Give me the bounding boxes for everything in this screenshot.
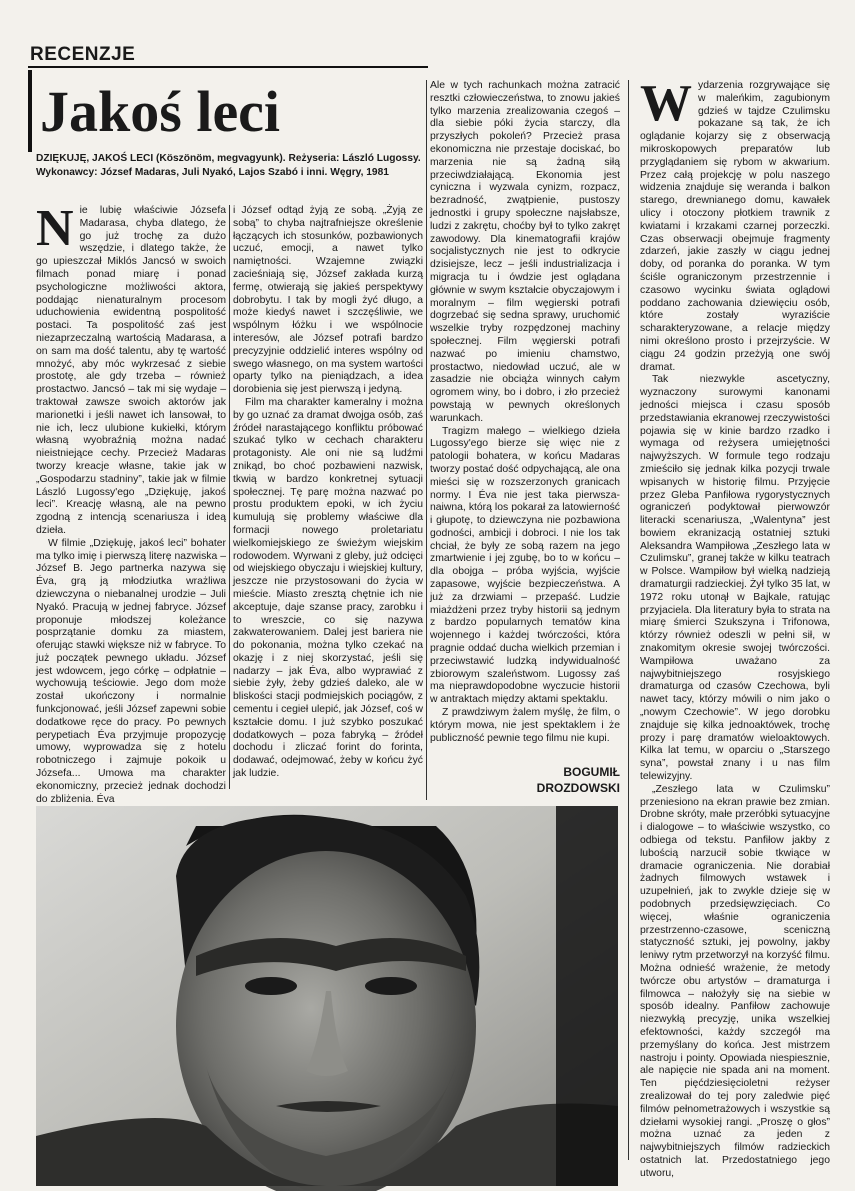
paragraph: Film ma charakter kameralny i można by go uznać za dramat dwojga osób, zaś źródeł narastającego konfliktu próbować szukać tylko w cechach charakteru protagonisty. Ale oni nie są ludźmi znikąd, bo choć pozbawieni nazwisk, tkwią w bardzo konkretnej sytuacji społecznej. Tę parę można nazwać po prostu produktem epoki, w ich życiu kumulują się problemy właściwe dla formacji nowego proletariatu wielkomiejskiego ze świeżym wiejskim rodowodem. Wyrwani z gleby, już odcięci od wiejskiego obyczaju i wiejskiej kultury, jeszcze nie przystosowani do życia w mieście. Miasto zresztą chętnie ich nie akceptuje, daje szanse pracy, zarobku i to wreszcie, co się nazywa zakwaterowaniem. Dalej jest bariera nie do pokonania, można tylko czekać na okazję i z niej skorzystać, jeśli się nadarzy – jak Éva, albo wyprawiać z siebie żyły, żeby gdzieś daleko, ale w bliskości stacji podmiejskich pociągów, z cementu i cegieł ulepić, jak József, coś w kształcie domu. I już szybko poszukać dodatkowych – poza fabryką – źródeł dochodu i zliczać forint do forinta, dodawać, odejmować, żeby w końcu żyć jak ludzie. [233, 396, 423, 780]
paragraph: Z prawdziwym żalem myślę, że film, o którym mowa, nie jest spektaklem i że publiczność pewnie tego filmu nie kupi. [430, 707, 620, 744]
paragraph: Tragizm małego – wielkiego dzieła Lugossy'ego bierze się więc nie z patologii bohatera, w końcu Madaras tworzy postać dość odpychającą, ale ona mieści się w rozszerzonych granicach normy. I Éva nie jest taka pierwsza-naiwna, którą los pokarał za latowierność i głupotę, to dziewczyna nie pozbawiona godności, ambicji i dobroci. I nie los tak chciał, że były ze sobą razem na jego zmartwienie i jej zgubę, bo to w końcu – dla obojga – próba wyjścia, wyjście zapasowe, wyjście bezpieczeństwa. A już za drzwiami – przepaść. Ludzie miażdżeni przez tryby historii są jednym z bardzo popularnych tematów kina wojennego i każdej twórczości, która pragnie oddać ducha wielkich przemian i przeciwstawić ludzką indywidualność zbiorowym szaleństwom. Lugossy zaś ma nieprawdopodobne wyczucie historii w antraktach między aktami spektaklu. [430, 425, 620, 706]
section-label: RECENZJE [30, 44, 136, 65]
film-credits: DZIĘKUJĘ, JAKOŚ LECI (Köszönöm, megvagyunk). Reżyseria: László Lugossy. Wykonawcy: József Madaras, Juli Nyakó, Lajos Szabó i inni. Węgry, 1981 [36, 153, 421, 178]
author-last-name: DROZDOWSKI [536, 781, 620, 795]
article-title: Jakoś leci [40, 79, 281, 144]
author-first-name: BOGUMIŁ [563, 765, 620, 779]
article-column-2 [233, 205, 423, 789]
paragraph: ie lubię właściwie Józsefa Madarasa, chyba dlatego, że go już trochę za dużo wszędzie, i dlatego także, że go upieszczał Miklós Jancsó w swoich filmach ponad miarę i ponad psychologiczne możliwości aktora, poddając nienaturalnym procesom uduchowienia ewidentną pospolitość postaci. Ta pospolitość zaś jest niezaprzeczalną wartością Madarasa, a on sam ma dość talentu, aby tę wartość mnożyć, aby móc wykrzesać z siebie prostotę, ale gdy trzeba – również prostactwo. Jancsó – tak mi się wydaje – traktował zawsze swoich aktorów jak marionetki i jeśli nawet ich lansował, to nie ich, lecz ulubione kukiełki, którym własną wyobraźnią można nadać nieistniejące cechy. Przecież Madaras tworzy kreacje własne, takie jak w „Gospodarzu stadniny”, takie jak w filmie László Lugossy'ego „Dziękuję, jakoś leci”. Kreację własną, ale na pewno zgodną z intencją scenariusza i ideą dzieła. [36, 205, 226, 536]
header-rule [28, 66, 428, 68]
article-column-1 [36, 200, 226, 805]
paragraph: i József odtąd żyją ze sobą. „Żyją ze sobą” to chyba najtrafniejsze określenie łączących ich stosunków, pozbawionych uczuć, emocji, a nawet tylko namiętności. Wzajemne związki zacieśniają się, József zakłada kurzą fermę, otwierają się jakieś perspektywy dobrobytu. I tak by mogli żyć długo, a może kiedyś nawet i szczęśliwie, we wspólnym łóżku i we wspólnocie interesów, ale József potrafi bardzo precyzyjnie oddzielić interes wspólny od swego własnego, on ma system wartości oparty tylko na pieniądzach, a idea dorobienia się jest pierwszą i jedyną. [233, 205, 423, 396]
author-signature [430, 764, 620, 796]
article-column-4 [640, 75, 830, 1179]
column-divider [426, 80, 427, 800]
paragraph: Tak niezwykle ascetyczny, wyznaczony surowymi kanonami jedności miejsca i czasu sposób przedstawiania ekranowej rzeczywistości pojawia się w kinie bardzo rzadko i wymaga od reżysera umiejętności najwyższych. W formule tego rodzaju zmieściło się jednak kilka pozycji trwale wpisanych w historię filmu. Przyjęcie przez Gleba Panfiłowa rygorystycznych ograniczeń podyktował pierwowzór literacki scenariusza, „Walentyna” jest bowiem ekranizacją ostatniej sztuki Aleksandra Wampiłowa „Zeszłego lata w Czulimsku”, granej także w kilku teatrach w Polsce. Wampiłow był wielką nadzieją dramaturgii radzieckiej. Żył tylko 35 lat, w 1972 roku utonął w Bajkale, ratując przyjaciela. Dla literatury była to strata na miarę śmierci Szukszyna i Trifonowa, którzy również odeszli w pełni sił, w znakomitym okresie swojej twórczości. Wampiłowa uważano za najwybitniejszego rosyjskiego dramaturga od czasów Czechowa, byli nawet tacy, którzy mówili o nim jako o „nowym Czechowie”. W jego dorobku znajduje się kilka jednoaktówek, trochę prozy i parę dramatów wieloaktowych. Kilka lat temu, w oparciu o „Starszego syna”, powstał znany i u nas film telewizyjny. [640, 374, 830, 783]
column-divider [628, 80, 629, 1160]
actor-portrait-photo [36, 806, 618, 1186]
drop-cap: N [36, 200, 74, 257]
paragraph: Ale w tych rachunkach można zatracić resztki człowieczeństwa, to znowu jakieś tylko marzenia zrealizowania czegoś – dla siebie póki życia starczy, dla przyszłych pokoleń? Przecież prasa ekonomiczna nie przestaje dociskać, bo marzenia nie są żadną siłą przeciwdziałającą. Ekonomia jest cyniczna i wyzwala cynizm, rozpacz, bezradność, zwątpienie, pustoszy jednostki i grupy społeczne najsłabsze, ludzi z zakrętu, choćby był to tylko zakręt zawodowy. Dla kinematografii krajów socjalistycznych nie jest to odkrycie dzisiejsze, lecz – jeśli industrializacja i migracja tu i ówdzie jest oglądana głównie w swym kształcie obyczajowym i moralnym – film węgierski potrafi dogrzebać się sedna sprawy, uruchomić wszelkie tryby rozpędzonej machiny społecznej. Film węgierski potrafi nazwać po imieniu chamstwo, prostactwo, niedowład uczuć, ale w zasadzie nie obciąża winnych całym ogromem winy, bo i dobro, i zło przecież powstają w pewnych określonych warunkach. [430, 80, 620, 424]
paragraph: ydarzenia rozgrywające się w maleńkim, zagubionym gdzieś w tajdze Czulimsku pokazane są tak, że ich oglądanie kojarzy się z obserwacją mikroskopowych preparatów lub przyglądaniem się rybom w akwarium. Przez całą projekcję w polu naszego widzenia znajduje się weranda i balkon starego, drewnianego domu, kawałek ulicy i otoczony płotkiem trawnik z kwiatami i krzakami czarnej porzeczki. Czas obserwacji obejmuje fragmenty zdarzeń, jakie zaszły w ciągu jednej doby, od poranka do poranka. W tym ściśle ograniczonym przestrzennie i czasowo wycinku świata oglądowi poddano zachowania dziewięciu osób, które zostały wyraziście scharakteryzowane, a relacje między nimi określono prosto i przejrzyście. W ciągu 24 godzin przeżyją one swój dramat. [640, 80, 830, 373]
column-divider [229, 205, 230, 789]
article-column-3 [430, 80, 620, 800]
paragraph: „Zeszłego lata w Czulimsku” przeniesiono na ekran prawie bez zmian. Drobne skróty, małe przeróbki sytuacyjne i dialogowe – to właściwie wszystko, co odbiega od tekstu. Panfiłow jakby z lubością narzucił sobie tkwiące w dramacie ograniczenia. Nie dorabiał żadnych filmowych wstawek i uzupełnień, jak to zwykle dzieje się w podobnych przedsięwzięciach. Co więcej, właśnie ograniczenia przestrzenno-czasowe, sceniczną statyczność sztuki, jej powolny, jakby leniwy rytm przetworzył na korzyść filmu. Można odnieść wrażenie, że metody twórcze obu artystów – dramaturga i filmowca – nałożyły się na siebie w sposób idealny. Panfiłow zachowuje niezwykłą precyzję, unika wszelkiej efektowności, każdy szczegół ma przemyślany do końca. Jest mistrzem nastroju i pointy. Opowiada niespiesznie, ale napięcie nie spada ani na moment. Ten pięćdziesięcioletni reżyser zrealizował do tej pory zaledwie pięć filmów pełnometrażowych i wszystkie są dziełami wysokiej rangi. „Proszę o głos” można uznać za jeden z najwybitniejszych filmów radzieckich ostatnich lat. Przedostatniego jego utworu, [640, 783, 830, 1179]
paragraph: W filmie „Dziękuję, jakoś leci” bohater ma tylko imię i pierwszą literę nazwiska – József B. Jego partnerka nazywa się Éva, grą ją młodziutka wrażliwa dziewczyna o niebanalnej urodzie – Juli Nyakó. Pracują w jednej fabryce. József proponuje młodszej koleżance posprzątanie domku za miastem, oferując stawki większe niż w fabryce. To już początek pewnego układu. József jest wdowcem, jego córkę – odpłatnie – wychowują teściowie. Jego dom może został ukończony i normalnie funkcjonować, jeśli József zapewni sobie dodatkowe ręce do pracy. Po pewnych perypetiach Éva przyjmuje propozycję umowy, wyprowadza się z hotelu robotniczego i zajmuje pokoik u Józsefa... Umowa ma charakter ekonomiczny, przecież jednak dochodzi do zbliżenia. Éva [36, 537, 226, 805]
drop-cap: W [640, 75, 692, 132]
